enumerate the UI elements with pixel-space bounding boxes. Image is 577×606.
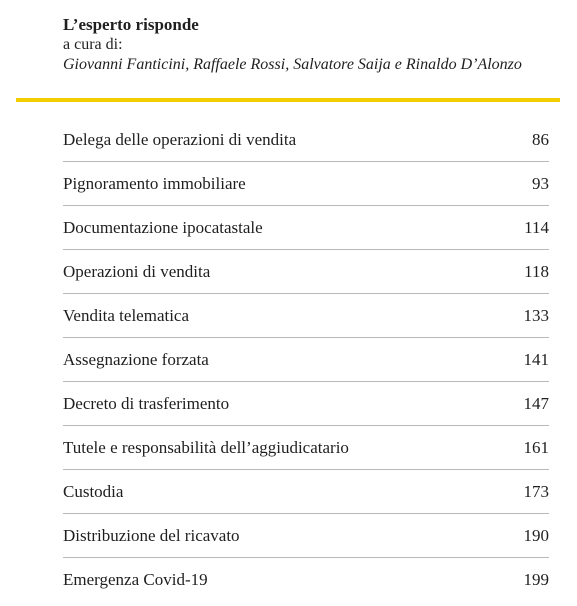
- toc-entry-page: 173: [523, 481, 549, 501]
- toc-entry-label: Assegnazione forzata: [63, 349, 209, 369]
- toc-entry-page: 114: [524, 217, 549, 237]
- toc-entry-page: 199: [523, 570, 549, 589]
- table-of-contents: [63, 118, 549, 602]
- accent-divider: [16, 98, 560, 102]
- toc-entry[interactable]: [63, 558, 549, 602]
- toc-entry-page: 86: [532, 129, 549, 149]
- toc-entry-label: Custodia: [63, 481, 124, 501]
- toc-entry[interactable]: [63, 294, 549, 338]
- toc-entry-page: 93: [532, 173, 549, 193]
- toc-entry[interactable]: [63, 250, 549, 294]
- toc-entry-label: Distribuzione del ricavato: [63, 525, 240, 545]
- toc-entry-page: 133: [523, 305, 549, 325]
- toc-entry-label: Pignoramento immobiliare: [63, 173, 246, 193]
- toc-entry-page: 190: [523, 525, 549, 545]
- toc-entry[interactable]: [63, 118, 549, 162]
- toc-entry-label: Decreto di trasferimento: [63, 393, 230, 413]
- toc-entry-page: 147: [523, 393, 549, 413]
- toc-entry-label: Tutele e responsabilità dell’aggiudicatario: [63, 437, 349, 457]
- section-header: [63, 14, 563, 76]
- toc-entry[interactable]: [63, 162, 549, 206]
- editors-caption: a cura di:: [63, 36, 123, 53]
- toc-entry-page: 141: [523, 349, 549, 369]
- toc-entry[interactable]: [63, 514, 549, 558]
- toc-entry-label: Operazioni di vendita: [63, 261, 211, 281]
- toc-entry-page: 161: [523, 437, 549, 457]
- toc-entry[interactable]: [63, 382, 549, 426]
- section-title: L’esperto risponde: [63, 15, 199, 34]
- toc-entry[interactable]: [63, 470, 549, 514]
- editors-names: Giovanni Fanticini, Raffaele Rossi, Salvatore Saija e Rinaldo D’Alonzo: [63, 56, 522, 73]
- toc-entry[interactable]: [63, 206, 549, 250]
- toc-entry-label: Emergenza Covid-19: [63, 570, 208, 589]
- toc-entry[interactable]: [63, 338, 549, 382]
- toc-entry-label: Documentazione ipocatastale: [63, 217, 263, 237]
- toc-entry-label: Vendita telematica: [63, 305, 190, 325]
- toc-entry[interactable]: [63, 426, 549, 470]
- toc-entry-page: 118: [524, 261, 549, 281]
- toc-entry-label: Delega delle operazioni di vendita: [63, 129, 297, 149]
